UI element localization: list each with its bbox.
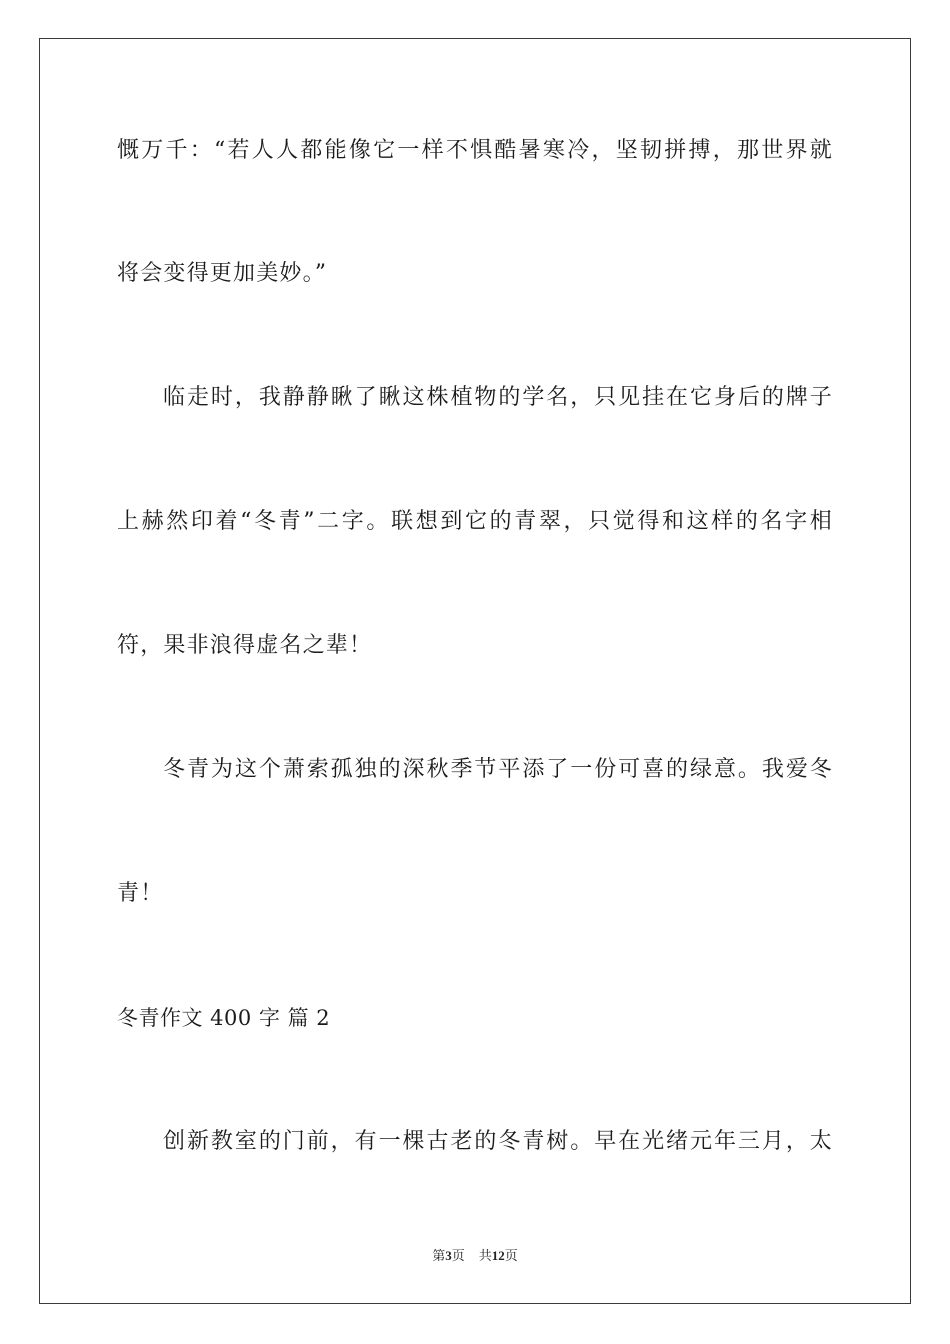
page-suffix: 页 — [451, 1249, 465, 1264]
paragraph-line-8: 创新教室的门前，有一棵古老的冬青树。早在光绪元年三月，太 — [163, 1129, 833, 1154]
page-footer — [0, 1247, 950, 1266]
paragraph-line-1: 慨万千：“若人人都能像它一样不惧酷暑寒冷，坚韧拼搏，那世界就 — [117, 138, 833, 163]
page-number: 3 — [445, 1248, 452, 1263]
total-prefix: 共 — [478, 1249, 492, 1264]
paragraph-line-3: 临走时，我静静瞅了瞅这株植物的学名，只见挂在它身后的牌子 — [163, 385, 833, 410]
page-prefix: 第 — [432, 1249, 446, 1264]
paragraph-line-4: 上赫然印着“冬青”二字。联想到它的青翠，只觉得和这样的名字相 — [117, 509, 833, 534]
paragraph-line-2: 将会变得更加美妙。” — [117, 261, 328, 286]
page-border — [39, 38, 911, 1304]
total-suffix: 页 — [504, 1249, 518, 1264]
paragraph-line-6: 冬青为这个萧索孤独的深秋季节平添了一份可喜的绿意。我爱冬 — [163, 757, 833, 782]
paragraph-line-5: 符，果非浪得虚名之辈！ — [117, 633, 373, 658]
total-pages: 12 — [491, 1248, 505, 1263]
section-heading: 冬青作文 400 字 篇 2 — [117, 1006, 331, 1030]
paragraph-line-7: 青！ — [117, 881, 164, 906]
